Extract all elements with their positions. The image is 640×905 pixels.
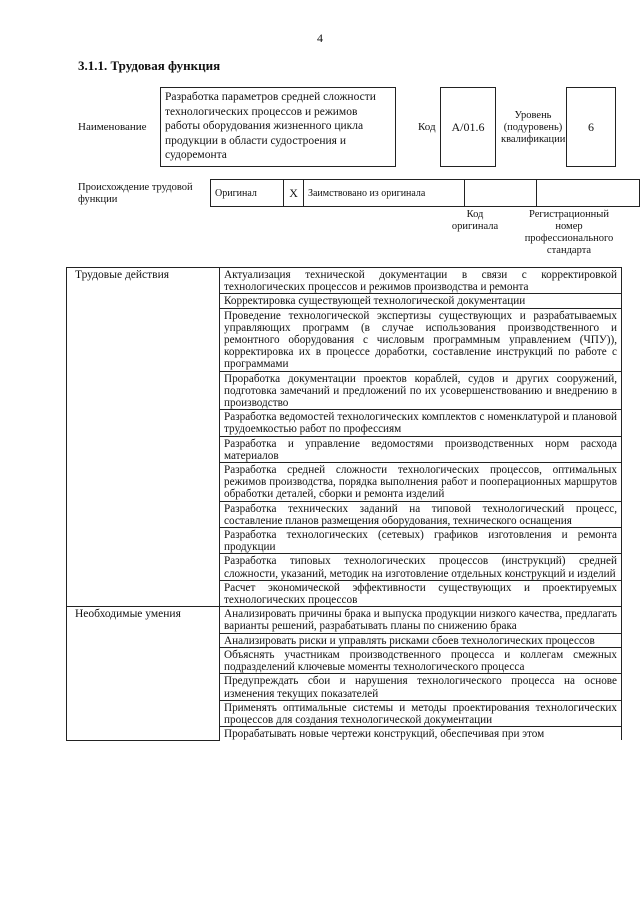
table-cell: Разработка и управление ведомостями производственных норм расхода материалов <box>220 436 622 462</box>
kod-value: A/01.6 <box>451 119 485 134</box>
borrowed-label: Заимствовано из оригинала <box>303 180 464 207</box>
section-title: 3.1.1. Трудовая функция <box>78 58 221 73</box>
table-cell: Проведение технологической экспертизы существующих и разрабатываемых управляющих программ (в случае использования производственного и ремонтного оборудования с числовым программным управлением (ЧПУ)), корректировка их в процессе доработки, составление инструкций по работе с программами <box>220 308 622 371</box>
table-cell: Предупреждать сбои и нарушения технологического процесса на основе изменения текущих показателей <box>220 674 622 700</box>
caption-line: оригинала <box>451 221 499 232</box>
table-cell: Анализировать причины брака и выпуска продукции низкого качества, предлагать варианты решений, разрабатывать планы по снижению брака <box>220 607 622 633</box>
table-cell: Разработка средней сложности технологических процессов, оптимальных режимов производства, порядка выполнения работ и пооперационных маршрутов обработки деталей, сборки и ремонта изделий <box>220 463 622 502</box>
level-label <box>501 110 565 146</box>
page-number: 4 <box>317 31 323 45</box>
table-row <box>67 268 622 294</box>
kod-label: Код <box>418 121 436 133</box>
original-code-cell <box>465 180 536 207</box>
table-cell: Разработка типовых технологических процессов (инструкций) средней сложности, указаний, методик на изготовление отдельных конструкций и изделий <box>220 554 622 580</box>
level-value-box <box>566 87 616 167</box>
table-cell: Корректировка существующей технологической документации <box>220 294 622 308</box>
table-cell: Анализировать риски и управлять рисками сбоев технологических процессов <box>220 633 622 647</box>
level-label-line: квалификации <box>501 134 566 145</box>
caption-line: Регистрационный <box>529 209 609 220</box>
reg-number-cell <box>536 180 639 207</box>
caption-line: номер <box>555 221 583 232</box>
caption-line: стандарта <box>546 245 592 256</box>
original-mark: X <box>284 180 304 207</box>
table-cell: Разработка ведомостей технологических комплектов с номенклатурой и плановой трудоемкостью работ по профессиям <box>220 410 622 436</box>
table-cell: Применять оптимальные системы и методы проектирования технологических процессов для создания технологической документации <box>220 700 622 726</box>
table-cell: Актуализация технической документации в связи с корректировкой технологических процессов и режимов производства и ремонта <box>220 268 622 294</box>
table-cell: Объяснять участникам производственного процесса и коллегам смежных подразделений ключевые моменты технологического процесса <box>220 647 622 673</box>
table-row <box>67 607 622 633</box>
section-title-skills: Необходимые умения <box>67 607 220 741</box>
table-cell: Прорабатывать новые чертежи конструкций, обеспечивая при этом <box>220 727 622 741</box>
caption-line: Код <box>466 209 484 220</box>
level-label-line: Уровень <box>514 110 552 121</box>
table-cell: Проработка документации проектов кораблей, судов и других сооружений, подготовка замечаний и предложений по их усовершенствованию и внедрению в производство <box>220 371 622 410</box>
naimenovanie-label: Наименование <box>78 121 147 133</box>
origin-table <box>210 179 640 207</box>
table-cell: Разработка технологических (сетевых) графиков изготовления и ремонта продукции <box>220 528 622 554</box>
caption-line: профессионального <box>524 233 614 244</box>
origin-label <box>78 182 193 206</box>
origin-label-line: Происхождение трудовой <box>78 182 193 193</box>
reg-number-caption <box>514 209 624 257</box>
section-title-actions: Трудовые действия <box>67 268 220 607</box>
origin-label-line: функции <box>78 194 118 205</box>
kod-value-box <box>440 87 496 167</box>
function-name: Разработка параметров средней сложности технологических процессов и режимов работы оборудования жизненного цикла продукции в области судостроения и судоремонта <box>165 91 376 161</box>
table-cell: Расчет экономической эффективности существующих и проектируемых технологических процессов <box>220 580 622 606</box>
code-original-caption <box>440 209 510 233</box>
original-label: Оригинал <box>211 180 284 207</box>
function-name-box <box>160 87 396 167</box>
level-label-line: (подуровень) <box>503 122 563 133</box>
labor-function-table <box>66 267 622 741</box>
level-value: 6 <box>588 119 594 134</box>
table-cell: Разработка технических заданий на типовой технологический процесс, составление планов размещения оборудования, технического оснащения <box>220 501 622 527</box>
